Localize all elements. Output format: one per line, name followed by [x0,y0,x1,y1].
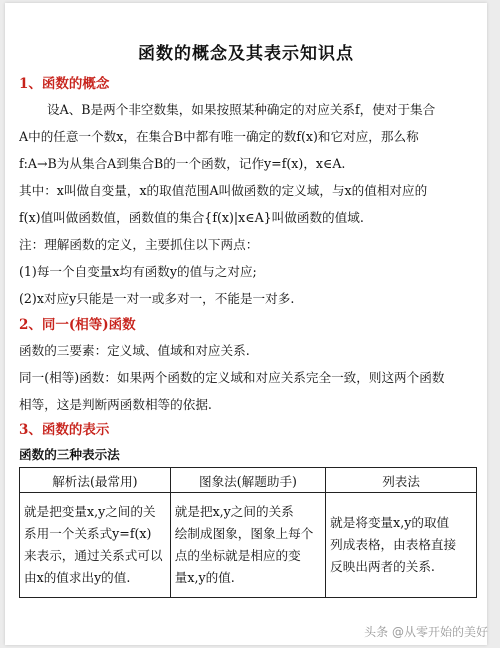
terms-line-2: f(x)值叫做函数值，函数值的集合{f(x)|x∈A}叫做函数的值域. [19,210,364,225]
section-heading-equal-function: 2、同一(相等)函数 [19,317,136,333]
cell-line: 就是把变量x,y之间的关 [24,504,156,519]
note-point-2: (2)x对应y只能是一对一或多对一，不能是一对多. [19,291,295,306]
cell-line: 绘制成图象，图象上每个 [174,526,314,541]
section-heading-function-concept: 1、函数的概念 [19,76,110,92]
equal-function-line-2: 相等，这是判断两函数相等的依据. [19,397,212,412]
cell-line: 量x,y的值. [174,570,235,585]
definition-line-3: f:A→B为从集合A到集合B的一个函数，记作y=f(x)，x∈A. [19,156,346,171]
page-title: 函数的概念及其表示知识点 [138,44,354,64]
watermark: 头条 @从零开始的美好 [364,625,488,639]
table-cell-analytic [20,493,171,598]
note-line: 注：理解函数的定义，主要抓住以下两点： [19,237,259,252]
cell-line: 系用一个关系式y=f(x) [24,526,152,541]
table-header-list: 列表法 [326,468,477,493]
three-elements-line: 函数的三要素：定义域、值域和对应关系. [19,343,250,358]
section-heading-representation: 3、函数的表示 [19,422,110,438]
cell-line: 就是将变量x,y的取值 [330,515,450,530]
equal-function-line-1: 同一(相等)函数：如果两个函数的定义域和对应关系完全一致，则这两个函数 [19,370,445,385]
note-point-1: (1)每一个自变量x均有函数y的值与之对应; [19,264,257,279]
representation-table [19,467,477,598]
table-cell-list [326,493,477,598]
cell-line: 列成表格，由表格直接 [330,537,457,552]
cell-line: 来表示，通过关系式可以 [24,548,163,563]
table-header-row [20,468,477,493]
representation-subheading: 函数的三种表示法 [19,447,120,462]
definition-line-1: 设A、B是两个非空数集，如果按照某种确定的对应关系f，使对于集合 [47,102,436,117]
definition-line-2: A中的任意一个数x，在集合B中都有唯一确定的数f(x)和它对应，那么称 [19,129,419,144]
terms-line-1: 其中：x叫做自变量，x的取值范围A叫做函数的定义域，与x的值相对应的 [19,183,428,198]
document-page [5,3,487,645]
cell-line: 点的坐标就是相应的变 [174,548,301,563]
table-header-analytic: 解析法(最常用) [20,468,171,493]
table-header-graph: 图象法(解题助手) [170,468,325,493]
cell-line: 就是把x,y之间的关系 [174,504,294,519]
cell-line: 由x的值求出y的值. [24,570,131,585]
table-cell-graph [170,493,325,598]
table-row [20,493,477,598]
cell-line: 反映出两者的关系. [330,559,435,574]
